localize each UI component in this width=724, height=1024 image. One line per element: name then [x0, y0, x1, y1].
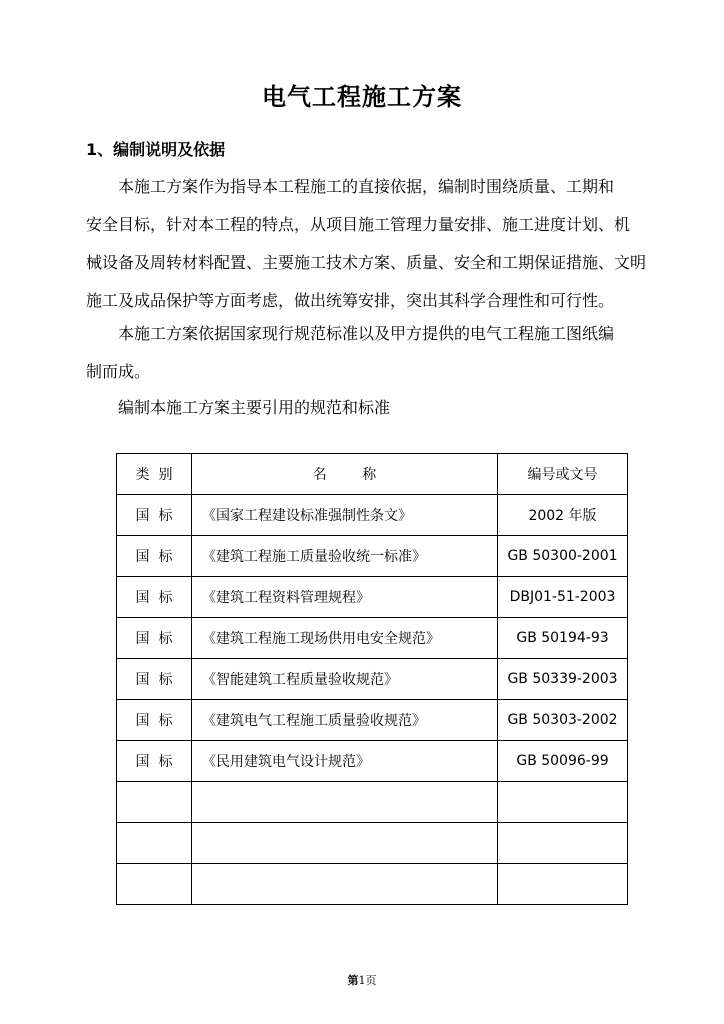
cell-code	[498, 823, 628, 864]
cell-name: 《智能建筑工程质量验收规范》	[192, 659, 498, 700]
paragraph-line: 编制本施工方案主要引用的规范和标准	[118, 398, 391, 417]
page-footer	[0, 973, 724, 989]
standards-table	[116, 453, 628, 905]
page-suffix: 页	[365, 974, 377, 987]
cell-type: 国 标	[117, 659, 192, 700]
cell-type	[117, 782, 192, 823]
header-name: 名 称	[192, 454, 498, 495]
cell-name	[192, 823, 498, 864]
section-heading: 1、编制说明及依据	[86, 140, 226, 159]
table-row	[117, 495, 628, 536]
table-row	[117, 700, 628, 741]
paragraph-line: 本施工方案依据国家现行规范标准以及甲方提供的电气工程施工图纸编	[118, 324, 615, 343]
table-row-empty	[117, 864, 628, 905]
cell-type: 国 标	[117, 495, 192, 536]
cell-code	[498, 782, 628, 823]
table-row	[117, 536, 628, 577]
cell-name: 《建筑电气工程施工质量验收规范》	[192, 700, 498, 741]
table-row-empty	[117, 823, 628, 864]
table-row	[117, 618, 628, 659]
cell-type: 国 标	[117, 536, 192, 577]
cell-type: 国 标	[117, 700, 192, 741]
table-row	[117, 659, 628, 700]
cell-name: 《建筑工程施工现场供用电安全规范》	[192, 618, 498, 659]
cell-type: 国 标	[117, 618, 192, 659]
paragraph-line: 制而成。	[86, 362, 151, 381]
cell-name	[192, 782, 498, 823]
cell-code: GB 50096-99	[498, 741, 628, 782]
table-row-empty	[117, 782, 628, 823]
table-row	[117, 577, 628, 618]
cell-type: 国 标	[117, 741, 192, 782]
cell-type	[117, 864, 192, 905]
cell-code: GB 50303-2002	[498, 700, 628, 741]
paragraph-standards-intro	[86, 389, 658, 427]
page-prefix: 第	[347, 974, 359, 987]
cell-name: 《建筑工程施工质量验收统一标准》	[192, 536, 498, 577]
paragraph-line: 本施工方案作为指导本工程施工的直接依据，编制时围绕质量、工期和	[118, 177, 615, 196]
page-number: 1	[358, 974, 366, 987]
cell-code: GB 50300-2001	[498, 536, 628, 577]
paragraph-line: 施工及成品保护等方面考虑，做出统筹安排，突出其科学合理性和可行性。	[86, 291, 615, 310]
paragraph-basis	[86, 168, 658, 320]
paragraph-standards-source	[86, 315, 658, 391]
cell-type: 国 标	[117, 577, 192, 618]
cell-code: GB 50339-2003	[498, 659, 628, 700]
table-header-row	[117, 454, 628, 495]
header-type: 类 别	[117, 454, 192, 495]
cell-name	[192, 864, 498, 905]
table-row	[117, 741, 628, 782]
cell-code: GB 50194-93	[498, 618, 628, 659]
cell-type	[117, 823, 192, 864]
header-code: 编号或文号	[498, 454, 628, 495]
cell-code: 2002 年版	[498, 495, 628, 536]
document-title: 电气工程施工方案	[262, 83, 462, 111]
cell-code: DBJ01-51-2003	[498, 577, 628, 618]
cell-name: 《民用建筑电气设计规范》	[192, 741, 498, 782]
cell-name: 《建筑工程资料管理规程》	[192, 577, 498, 618]
cell-name: 《国家工程建设标准强制性条文》	[192, 495, 498, 536]
paragraph-line: 安全目标，针对本工程的特点，从项目施工管理力量安排、施工进度计划、机	[86, 215, 631, 234]
paragraph-line: 械设备及周转材料配置、主要施工技术方案、质量、安全和工期保证措施、文明	[86, 253, 647, 272]
cell-code	[498, 864, 628, 905]
